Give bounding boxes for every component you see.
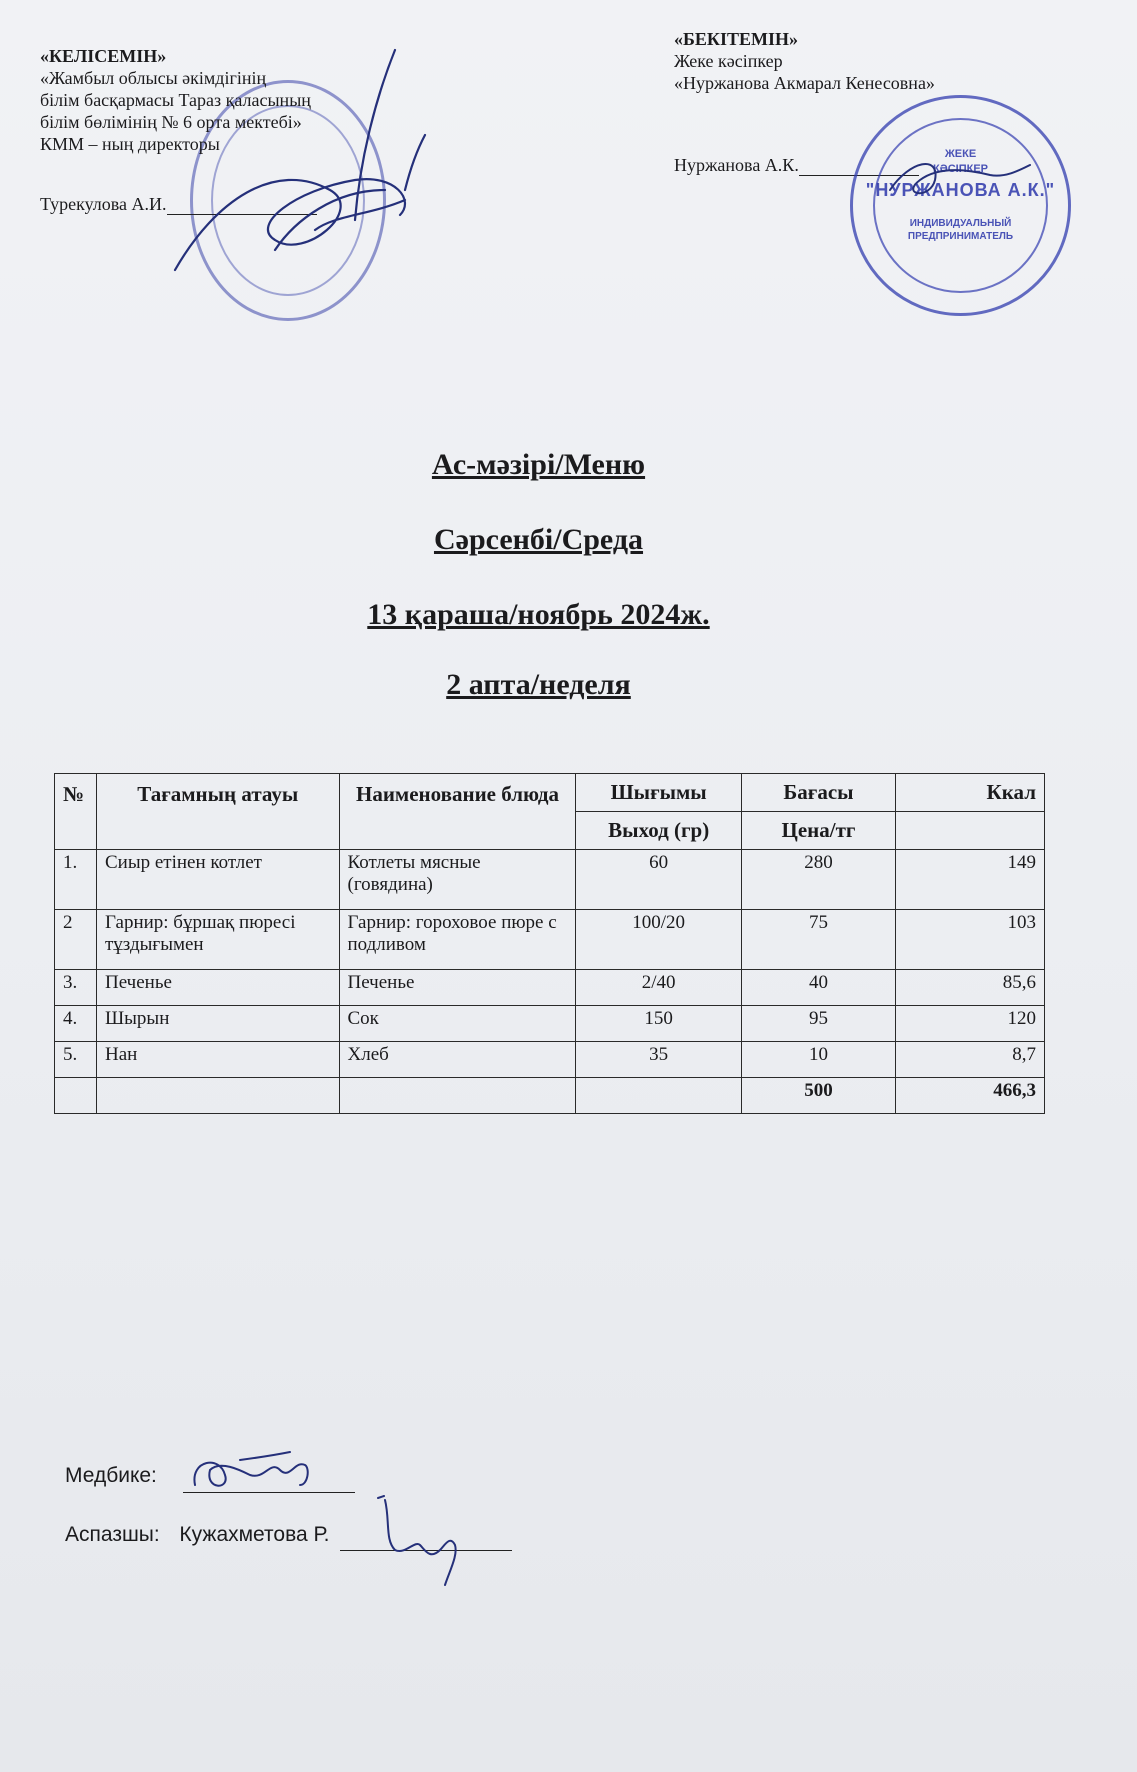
approval-right-heading: «БЕКІТЕМІН»: [674, 29, 798, 49]
cook-label: Аспазшы:: [65, 1523, 160, 1546]
header-yield-ru: Выход (гр): [576, 812, 741, 850]
entrepreneur-signature: [880, 150, 1040, 210]
approval-right-signer: Нуржанова А.К.: [674, 155, 799, 175]
approval-left-signer: Турекулова А.И.: [40, 194, 167, 214]
table-row: 5. Нан Хлеб 35 10 8,7: [55, 1042, 1045, 1078]
cook-signature-row: [65, 1523, 329, 1547]
nurse-signature-row: [65, 1464, 157, 1488]
total-kcal: 466,3: [896, 1078, 1045, 1114]
header-kcal-blank: [896, 812, 1045, 850]
table-row: 3. Печенье Печенье 2/40 40 85,6: [55, 970, 1045, 1006]
table-row: 2 Гарнир: бұршақ пюресі тұздығымен Гарнир: гороховое пюре с подливом 100/20 75 103: [55, 910, 1045, 970]
nurse-signature: [180, 1440, 330, 1500]
header-price-ru: Цена/тг: [741, 812, 895, 850]
director-signature: [155, 40, 445, 300]
cook-signature: [370, 1490, 480, 1590]
menu-title: Ас-мәзірі/Меню: [431, 448, 646, 481]
cook-name: Кужахметова Р.: [179, 1523, 330, 1546]
approval-right-line2: «Нуржанова Акмарал Кенесовна»: [674, 73, 935, 93]
approval-left-line2: білім басқармасы Тараз қаласының: [40, 90, 311, 110]
table-row: 4. Шырын Сок 150 95 120: [55, 1006, 1045, 1042]
header-name-ru: Наименование блюда: [339, 774, 576, 850]
approval-right-line1: Жеке кәсіпкер: [674, 51, 783, 71]
table-row: 1. Сиыр етінен котлет Котлеты мясные (говядина) 60 280 149: [55, 850, 1045, 910]
header-kcal: Ккал: [896, 774, 1045, 812]
approval-left-heading: «КЕЛІСЕМІН»: [40, 46, 167, 66]
entrepreneur-stamp: ЖЕКЕ КӘСІПКЕР "НУРЖАНОВА А.К." ИНДИВИДУАЛЬНЫЙ ПРЕДПРИНИМАТЕЛЬ: [850, 95, 1071, 316]
nurse-label: Медбике:: [65, 1464, 157, 1487]
approval-left-line1: «Жамбыл облысы әкімдігінің: [40, 68, 267, 88]
week-title: 2 апта/неделя: [446, 668, 631, 701]
approval-left-line4: КММ – ның директоры: [40, 134, 220, 154]
menu-table: [54, 773, 1045, 1114]
header-yield-kz: Шығымы: [576, 774, 741, 812]
header-price-kz: Бағасы: [741, 774, 895, 812]
date-title: 13 қараша/ноябрь 2024ж.: [367, 598, 710, 631]
total-price: 500: [741, 1078, 895, 1114]
day-title: Сәрсенбі/Среда: [433, 523, 644, 556]
approval-left-line3: білім бөлімінің № 6 орта мектебі»: [40, 112, 302, 132]
header-num: №: [55, 774, 97, 850]
header-name-kz: Тағамның атауы: [97, 774, 340, 850]
table-total-row: [55, 1078, 1045, 1114]
